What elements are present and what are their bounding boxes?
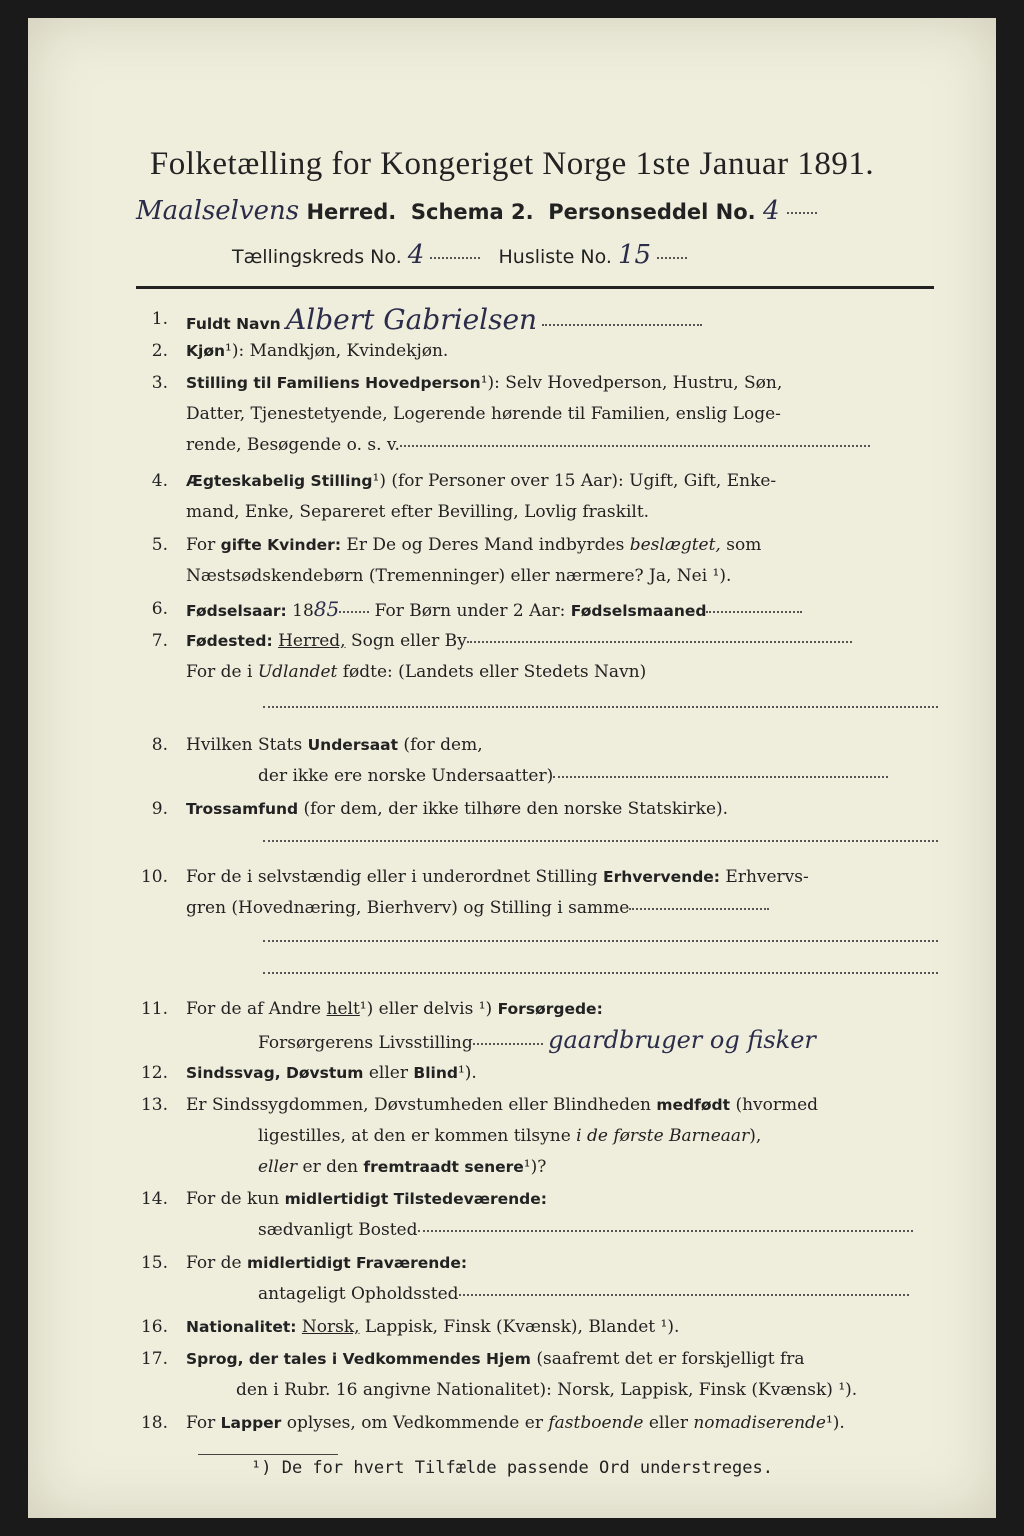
item-number: 15. — [140, 1253, 168, 1273]
item-text: For de i selvstændig eller i underordnet Stilling — [186, 867, 604, 887]
item-text-line2: antageligt Opholdssted — [258, 1284, 459, 1304]
item-text-line2: den i Rubr. 16 angivne Nationalitet): Norsk, Lappisk, Finsk (Kvænsk) ¹). — [236, 1380, 858, 1400]
item-label: Sprog, der tales i Vedkommendes Hjem — [186, 1350, 531, 1368]
item-text: For de kun — [186, 1189, 285, 1209]
footnote: ¹) De for hvert Tilfælde passende Ord understreges. — [251, 1458, 773, 1478]
item-text: 18 — [286, 601, 314, 621]
item-text-italic: beslægtet, — [629, 535, 721, 555]
herred-label: Herred. — [306, 200, 397, 224]
item-text: ¹): Selv Hovedperson, Hustru, Søn, — [480, 373, 783, 393]
item-label: Sindssvag, Døvstum — [186, 1064, 364, 1082]
item-number: 16. — [140, 1317, 168, 1337]
personseddel-value: 4 — [762, 196, 780, 226]
provider-occupation-value: gaardbruger og fisker — [548, 1026, 816, 1054]
item-text: ¹) eller delvis ¹) — [359, 999, 498, 1019]
item-label: Kjøn — [186, 342, 226, 360]
item-number: 5. — [151, 535, 168, 555]
item-text: Sogn eller By — [345, 631, 467, 651]
item-label: Fødested: — [186, 632, 273, 650]
item-text: som — [720, 535, 762, 555]
item-text: (hvormed — [730, 1095, 819, 1115]
item-number: 6. — [151, 599, 168, 619]
item-text-line2: fødte: (Landets eller Stedets Navn) — [337, 662, 647, 682]
blank-line — [263, 940, 938, 942]
item-number: 13. — [140, 1095, 168, 1115]
item-text: Hvilken Stats — [186, 735, 308, 755]
item-text: Er De og Deres Mand indbyrdes — [341, 535, 630, 555]
item-text: For — [186, 1413, 221, 1433]
item-text: (for dem, — [398, 735, 483, 755]
item-text: For de — [186, 1253, 247, 1273]
item-text: ¹). — [825, 1413, 845, 1433]
item-text-line3: rende, Besøgende o. s. v. — [186, 435, 400, 455]
item-text-underlined: Norsk, — [301, 1317, 360, 1337]
item-text: oplyses, om Vedkommende er — [281, 1413, 549, 1433]
item-text: eller — [643, 1413, 694, 1433]
item-text: Lappisk, Finsk (Kvænsk), Blandet ¹). — [359, 1317, 680, 1337]
husliste-value: 15 — [617, 240, 652, 270]
item-text-line2: sædvanligt Bosted — [258, 1220, 418, 1240]
item-label: midlertidigt Tilstedeværende: — [284, 1190, 547, 1208]
item-text-italic: i de første Barneaar — [576, 1126, 750, 1146]
item-text-line2: gren (Hovednæring, Bierhverv) og Stilling i samme — [186, 898, 630, 918]
form-title: Folketælling for Kongeriget Norge 1ste Januar 1891. — [149, 146, 875, 182]
item-text: ¹): Mandkjøn, Kvindekjøn. — [225, 341, 449, 361]
item-text-line2: der ikke ere norske Undersaatter) — [258, 766, 554, 786]
item-text-line2: mand, Enke, Separeret efter Bevilling, Lovlig fraskilt. — [186, 502, 650, 522]
item-text-underlined: Herred, — [278, 631, 346, 651]
birth-year-value: 85 — [313, 597, 340, 621]
item-number: 8. — [151, 735, 168, 755]
personseddel-label: Personseddel No. — [548, 200, 756, 224]
census-form-sheet — [28, 18, 996, 1518]
blank-line — [263, 972, 938, 974]
item-number: 14. — [140, 1189, 168, 1209]
item-text: (for dem, der ikke tilhøre den norske Statskirke). — [298, 799, 729, 819]
schema-label: Schema 2. — [410, 200, 534, 224]
item-text-line3: er den — [297, 1157, 364, 1177]
item-label: gifte Kvinder: — [220, 536, 342, 554]
item-text-italic: eller — [258, 1157, 298, 1177]
item-label: Nationalitet: — [186, 1318, 297, 1336]
item-label: Lapper — [220, 1414, 282, 1432]
item-label: Undersaat — [307, 736, 399, 754]
item-text: ligestilles, at den er kommen tilsyne — [258, 1126, 577, 1146]
item-number: 11. — [140, 999, 168, 1019]
item-label: Erhvervende: — [603, 868, 720, 886]
item-number: 10. — [140, 867, 168, 887]
item-number: 1. — [151, 309, 168, 329]
item-text-line2: ), — [749, 1126, 762, 1146]
item-number: 2. — [151, 341, 168, 361]
item-label: Ægteskabelig Stilling — [186, 472, 373, 490]
item-number: 9. — [151, 799, 168, 819]
header-rule — [136, 286, 934, 289]
item-label: Fuldt Navn — [186, 315, 281, 333]
item-text: For de i — [186, 662, 258, 682]
footnote-rule — [198, 1454, 338, 1455]
item-number: 4. — [151, 471, 168, 491]
item-text: For de af Andre — [186, 999, 327, 1019]
kreds-label: Tællingskreds No. — [232, 246, 402, 268]
item-number: 18. — [140, 1413, 168, 1433]
kreds-value: 4 — [407, 240, 425, 270]
item-text-line2: Forsørgerens Livsstilling — [258, 1033, 473, 1053]
item-label: Stilling til Familiens Hovedperson — [186, 374, 481, 392]
item-text-italic: nomadiserende — [693, 1413, 826, 1433]
item-text-italic: Udlandet — [257, 662, 338, 682]
blank-line — [263, 706, 938, 708]
full-name-value: Albert Gabrielsen — [286, 303, 538, 336]
item-label: fremtraadt senere — [363, 1158, 524, 1176]
item-text-italic: fastboende — [548, 1413, 644, 1433]
header-kreds-line — [232, 240, 687, 270]
header-herred-line — [136, 196, 817, 226]
husliste-label: Husliste No. — [498, 246, 612, 268]
item-label: Fødselsaar: — [186, 602, 287, 620]
item-text: For — [186, 535, 221, 555]
item-text: For Børn under 2 Aar: — [369, 601, 571, 621]
item-text: ¹) (for Personer over 15 Aar): Ugift, Gift, Enke- — [372, 471, 777, 491]
item-text-line2: Næstsødskendebørn (Tremenninger) eller nærmere? Ja, Nei ¹). — [186, 566, 732, 586]
item-number: 12. — [140, 1063, 168, 1083]
item-number: 17. — [140, 1349, 168, 1369]
item-number: 7. — [151, 631, 168, 651]
item-number: 3. — [151, 373, 168, 393]
item-label: Blind — [413, 1064, 458, 1082]
item-label: Forsørgede: — [497, 1000, 603, 1018]
herred-value: Maalselvens — [136, 196, 300, 226]
item-text-underlined: helt — [326, 999, 360, 1019]
blank-line — [263, 840, 938, 842]
item-text-line2: Datter, Tjenestetyende, Logerende hørende til Familien, enslig Loge- — [186, 404, 781, 424]
item-text: (saafremt det er forskjelligt fra — [530, 1349, 805, 1369]
item-text: eller — [363, 1063, 414, 1083]
item-label: Fødselsmaaned — [570, 602, 707, 620]
item-text: ¹)? — [523, 1157, 547, 1177]
item-label: midlertidigt Fraværende: — [246, 1254, 468, 1272]
item-text: Er Sindssygdommen, Døvstumheden eller Blindheden — [186, 1095, 657, 1115]
item-label: medfødt — [656, 1096, 731, 1114]
item-text: Erhvervs- — [720, 867, 809, 887]
item-text: ¹). — [457, 1063, 477, 1083]
item-label: Trossamfund — [186, 800, 299, 818]
